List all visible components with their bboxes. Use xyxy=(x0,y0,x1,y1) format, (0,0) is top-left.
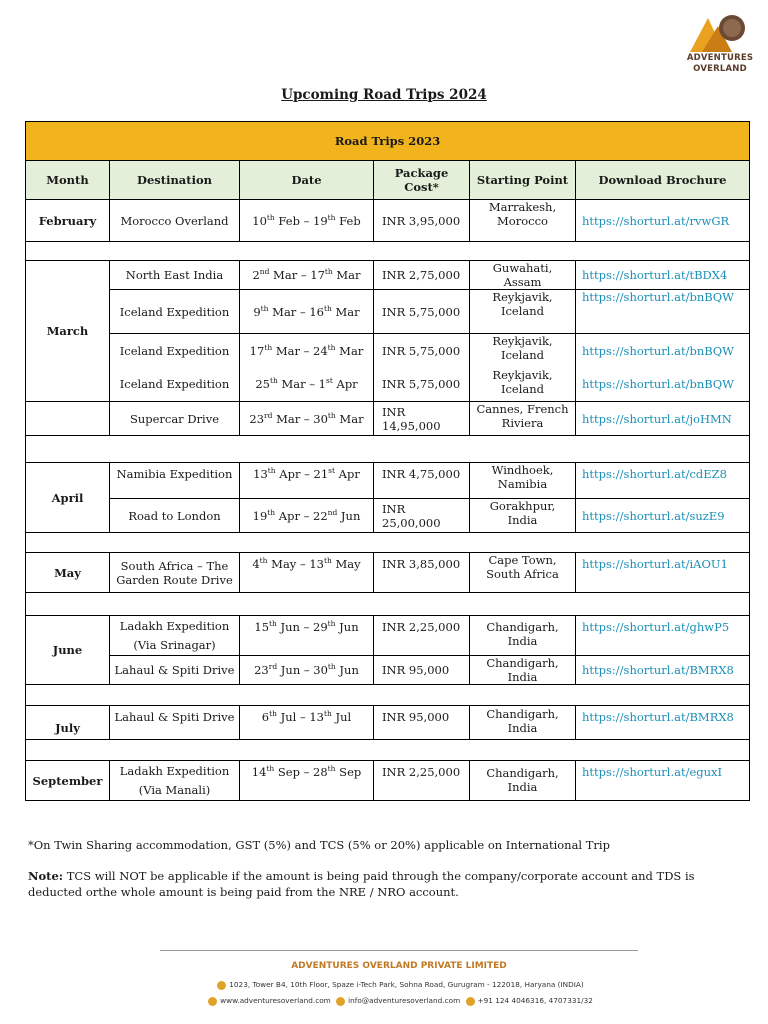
spacer-row xyxy=(26,533,750,553)
globe-icon xyxy=(208,997,217,1006)
header-starting-point: Starting Point xyxy=(470,161,576,200)
cost-cell: INR 5,75,000 xyxy=(374,334,470,368)
table-row xyxy=(26,290,750,334)
road-trips-table xyxy=(25,121,750,801)
month-cell: February xyxy=(26,200,110,242)
header-brochure: Download Brochure xyxy=(576,161,750,200)
header-month: Month xyxy=(26,161,110,200)
start-cell: Gorakhpur, India xyxy=(470,499,576,533)
destination-cell: Morocco Overland xyxy=(110,200,240,242)
destination-cell: Ladakh Expedition (Via Srinagar) xyxy=(110,616,240,656)
brochure-link[interactable]: https://shorturl.at/bnBQW xyxy=(576,334,750,368)
cost-cell: INR 4,75,000 xyxy=(374,463,470,499)
destination-cell: South Africa – The Garden Route Drive xyxy=(110,553,240,593)
cost-cell: INR 95,000 xyxy=(374,656,470,685)
date-cell: 10th Feb – 19th Feb xyxy=(240,200,374,242)
brochure-link[interactable]: https://shorturl.at/suzE9 xyxy=(576,499,750,533)
table-row xyxy=(26,706,750,740)
date-cell: 19th Apr – 22nd Jun xyxy=(240,499,374,533)
spacer-row xyxy=(26,436,750,463)
phone-icon xyxy=(466,997,475,1006)
cost-cell: INR 5,75,000 xyxy=(374,368,470,402)
destination-cell: Lahaul & Spiti Drive xyxy=(110,706,240,740)
brochure-link[interactable]: https://shorturl.at/bnBQW xyxy=(576,290,750,334)
brochure-link[interactable]: https://shorturl.at/BMRX8 xyxy=(576,706,750,740)
month-cell: September xyxy=(26,761,110,801)
destination-cell: North East India xyxy=(110,261,240,290)
brochure-link[interactable]: https://shorturl.at/BMRX8 xyxy=(576,656,750,685)
footer-company-name: ADVENTURES OVERLAND PRIVATE LIMITED xyxy=(291,961,507,971)
date-cell: 9th Mar – 16th Mar xyxy=(240,290,374,334)
date-cell: 25th Mar – 1st Apr xyxy=(240,368,374,402)
table-banner: Road Trips 2023 xyxy=(26,122,750,161)
table-row xyxy=(26,334,750,368)
tcs-note: Note: TCS will NOT be applicable if the amount is being paid through the company/corporate account and TDS is deducted orthe whole amount is being paid from the NRE / NRO account. xyxy=(28,869,695,899)
table-row xyxy=(26,499,750,533)
table-row xyxy=(26,761,750,801)
cost-cell: INR 14,95,000 xyxy=(374,402,470,436)
logo-text: ADVENTURES OVERLAND xyxy=(686,53,754,74)
cost-cell: INR 3,95,000 xyxy=(374,200,470,242)
brochure-link[interactable]: https://shorturl.at/iAOU1 xyxy=(576,553,750,593)
table-row xyxy=(26,656,750,685)
month-cell-empty xyxy=(26,402,110,436)
date-cell: 6th Jul – 13th Jul xyxy=(240,706,374,740)
start-cell: Chandigarh, India xyxy=(470,616,576,656)
start-cell: Windhoek, Namibia xyxy=(470,463,576,499)
table-row xyxy=(26,616,750,656)
table-row xyxy=(26,200,750,242)
start-cell: Marrakesh, Morocco xyxy=(470,200,576,242)
start-cell: Chandigarh, India xyxy=(470,761,576,801)
spacer-row xyxy=(26,242,750,261)
month-cell: May xyxy=(26,553,110,593)
spacer-row xyxy=(26,740,750,761)
destination-cell: Iceland Expedition xyxy=(110,368,240,402)
brochure-link[interactable]: https://shorturl.at/rvwGR xyxy=(576,200,750,242)
brochure-link[interactable]: https://shorturl.at/cdEZ8 xyxy=(576,463,750,499)
start-cell: Reykjavik, Iceland xyxy=(470,368,576,402)
cost-cell: INR 5,75,000 xyxy=(374,290,470,334)
spacer-row xyxy=(26,593,750,616)
date-cell: 17th Mar – 24th Mar xyxy=(240,334,374,368)
date-cell: 14th Sep – 28th Sep xyxy=(240,761,374,801)
table-row xyxy=(26,402,750,436)
table-banner-row xyxy=(26,122,750,161)
month-cell: July xyxy=(26,706,110,740)
footer-divider xyxy=(160,950,638,951)
cost-cell: INR 2,25,000 xyxy=(374,761,470,801)
cost-cell: INR 3,85,000 xyxy=(374,553,470,593)
cost-cell: INR 25,00,000 xyxy=(374,499,470,533)
email-icon xyxy=(336,997,345,1006)
month-cell: April xyxy=(26,463,110,533)
header-date: Date xyxy=(240,161,374,200)
month-cell: March xyxy=(26,261,110,402)
destination-cell: Lahaul & Spiti Drive xyxy=(110,656,240,685)
footer-email[interactable]: info@adventuresoverland.com xyxy=(348,996,461,1005)
footer-address: 1023, Tower B4, 10th Floor, Spaze i-Tech Park, Sohna Road, Gurugram - 122018, Haryana (INDIA) xyxy=(160,980,638,990)
cost-cell: INR 2,25,000 xyxy=(374,616,470,656)
spacer-row xyxy=(26,685,750,706)
cost-cell: INR 95,000 xyxy=(374,706,470,740)
destination-cell: Iceland Expedition xyxy=(110,334,240,368)
cost-cell: INR 2,75,000 xyxy=(374,261,470,290)
location-icon xyxy=(217,981,226,990)
date-cell: 15th Jun – 29th Jun xyxy=(240,616,374,656)
brochure-link[interactable]: https://shorturl.at/tBDX4 xyxy=(576,261,750,290)
destination-cell: Namibia Expedition xyxy=(110,463,240,499)
start-cell: Chandigarh, India xyxy=(470,706,576,740)
start-cell: Cape Town, South Africa xyxy=(470,553,576,593)
footer-phone: +91 124 4046316, 4707331/32 xyxy=(477,996,593,1005)
start-cell: Reykjavik, Iceland xyxy=(470,334,576,368)
date-cell: 23rd Mar – 30th Mar xyxy=(240,402,374,436)
destination-cell: Ladakh Expedition (Via Manali) xyxy=(110,761,240,801)
brochure-link[interactable]: https://shorturl.at/joHMN xyxy=(576,402,750,436)
header-cost: Package Cost* xyxy=(374,161,470,200)
twin-sharing-note: *On Twin Sharing accommodation, GST (5%) and TCS (5% or 20%) applicable on International Trip xyxy=(28,838,610,852)
table-row xyxy=(26,463,750,499)
page-title: Upcoming Road Trips 2024 xyxy=(281,87,487,103)
footer-contacts xyxy=(160,996,638,1006)
table-row xyxy=(26,261,750,290)
date-cell: 13th Apr – 21st Apr xyxy=(240,463,374,499)
mountain-logo-icon xyxy=(684,12,756,54)
date-cell: 4th May – 13th May xyxy=(240,553,374,593)
brochure-link[interactable]: https://shorturl.at/bnBQW xyxy=(576,368,750,402)
table-header-row xyxy=(26,161,750,200)
company-logo xyxy=(684,12,756,80)
brochure-link[interactable]: https://shorturl.at/eguxI xyxy=(576,761,750,801)
brochure-link[interactable]: https://shorturl.at/ghwP5 xyxy=(576,616,750,656)
date-cell: 23rd Jun – 30th Jun xyxy=(240,656,374,685)
table-row xyxy=(26,368,750,402)
start-cell: Chandigarh, India xyxy=(470,656,576,685)
start-cell: Cannes, French Riviera xyxy=(470,402,576,436)
table-row xyxy=(26,553,750,593)
month-cell: June xyxy=(26,616,110,685)
destination-cell: Road to London xyxy=(110,499,240,533)
destination-cell: Supercar Drive xyxy=(110,402,240,436)
start-cell: Guwahati, Assam xyxy=(470,261,576,290)
header-destination: Destination xyxy=(110,161,240,200)
destination-cell: Iceland Expedition xyxy=(110,290,240,334)
date-cell: 2nd Mar – 17th Mar xyxy=(240,261,374,290)
start-cell: Reykjavik, Iceland xyxy=(470,290,576,334)
footer-website[interactable]: www.adventuresoverland.com xyxy=(220,996,331,1005)
